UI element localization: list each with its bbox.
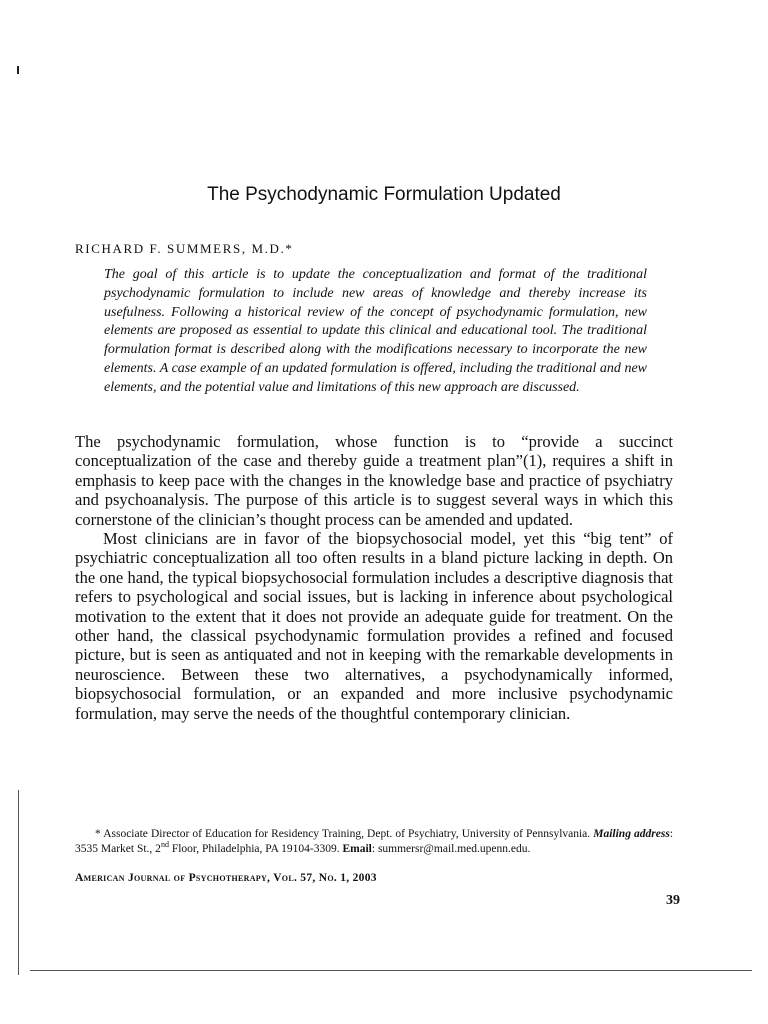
body-paragraph: Most clinicians are in favor of the biopsychosocial model, yet this “big tent” of psychiatric conceptualization all too often results in a bland picture lacking in depth. On the one hand, the typical biopsychosocial formulation includes a descriptive diagnosis that refers to psychological and social issues, but is lacking in inference about psychological motivation to the extent that it does not provide an adequate guide for treatment. On the other hand, the classical psychodynamic formulation provides a refined and focused picture, but is seen as antiquated and not in keeping with the remarkable developments in neuroscience. Between these two alternatives, a psychodynamically informed, biopsychosocial formulation, or an expanded and more inclusive psychodynamic formulation, may serve the needs of the thoughtful contemporary clinician. xyxy=(75,529,673,723)
email-label: Email xyxy=(342,842,372,855)
mailing-address: : 3535 Market St., 2 xyxy=(75,828,674,855)
mailing-address-label: Mailing address xyxy=(593,828,670,840)
footnote-marker: * xyxy=(95,828,101,840)
page-number: 39 xyxy=(666,893,680,908)
scan-mark xyxy=(17,66,19,74)
author-line: RICHARD F. SUMMERS, M.D.* xyxy=(75,241,294,256)
bottom-rule xyxy=(30,970,752,971)
article-body xyxy=(75,432,673,723)
footnote-affiliation: Associate Director of Education for Residency Training, Dept. of Psychiatry, University of Pennsylvania. xyxy=(103,828,591,840)
article-title: The Psychodynamic Formulation Updated xyxy=(207,184,561,205)
scan-edge-line xyxy=(18,790,19,975)
ordinal-suffix: nd xyxy=(160,839,169,849)
body-paragraph: The psychodynamic formulation, whose function is to “provide a succinct conceptualization of the case and thereby guide a treatment plan”(1), requires a shift in emphasis to keep pace with the changes in the knowledge base and practice of psychiatry and psychoanalysis. The purpose of this article is to suggest several ways in which this cornerstone of the clinician’s thought process can be amended and updated. xyxy=(75,432,673,529)
email-address: : summersr@mail.med.upenn.edu. xyxy=(371,842,531,855)
abstract: The goal of this article is to update the conceptualization and format of the traditional psychodynamic formulation to include new areas of knowledge and thereby increase its usefulness. Following a historical review of the concept of psychodynamic formulation, new elements are proposed as essential to update this clinical and educational tool. The traditional formulation format is described along with the modifications necessary to incorporate the new elements. A case example of an updated formulation is offered, including the traditional and new elements, and the potential value and limitations of this new approach are discussed. xyxy=(104,267,647,395)
mailing-address-rest: Floor, Philadelphia, PA 19104-3309. xyxy=(168,842,340,855)
author-footnote xyxy=(75,827,673,856)
journal-citation: American Journal of Psychotherapy, Vol. 57, No. 1, 2003 xyxy=(75,872,377,884)
